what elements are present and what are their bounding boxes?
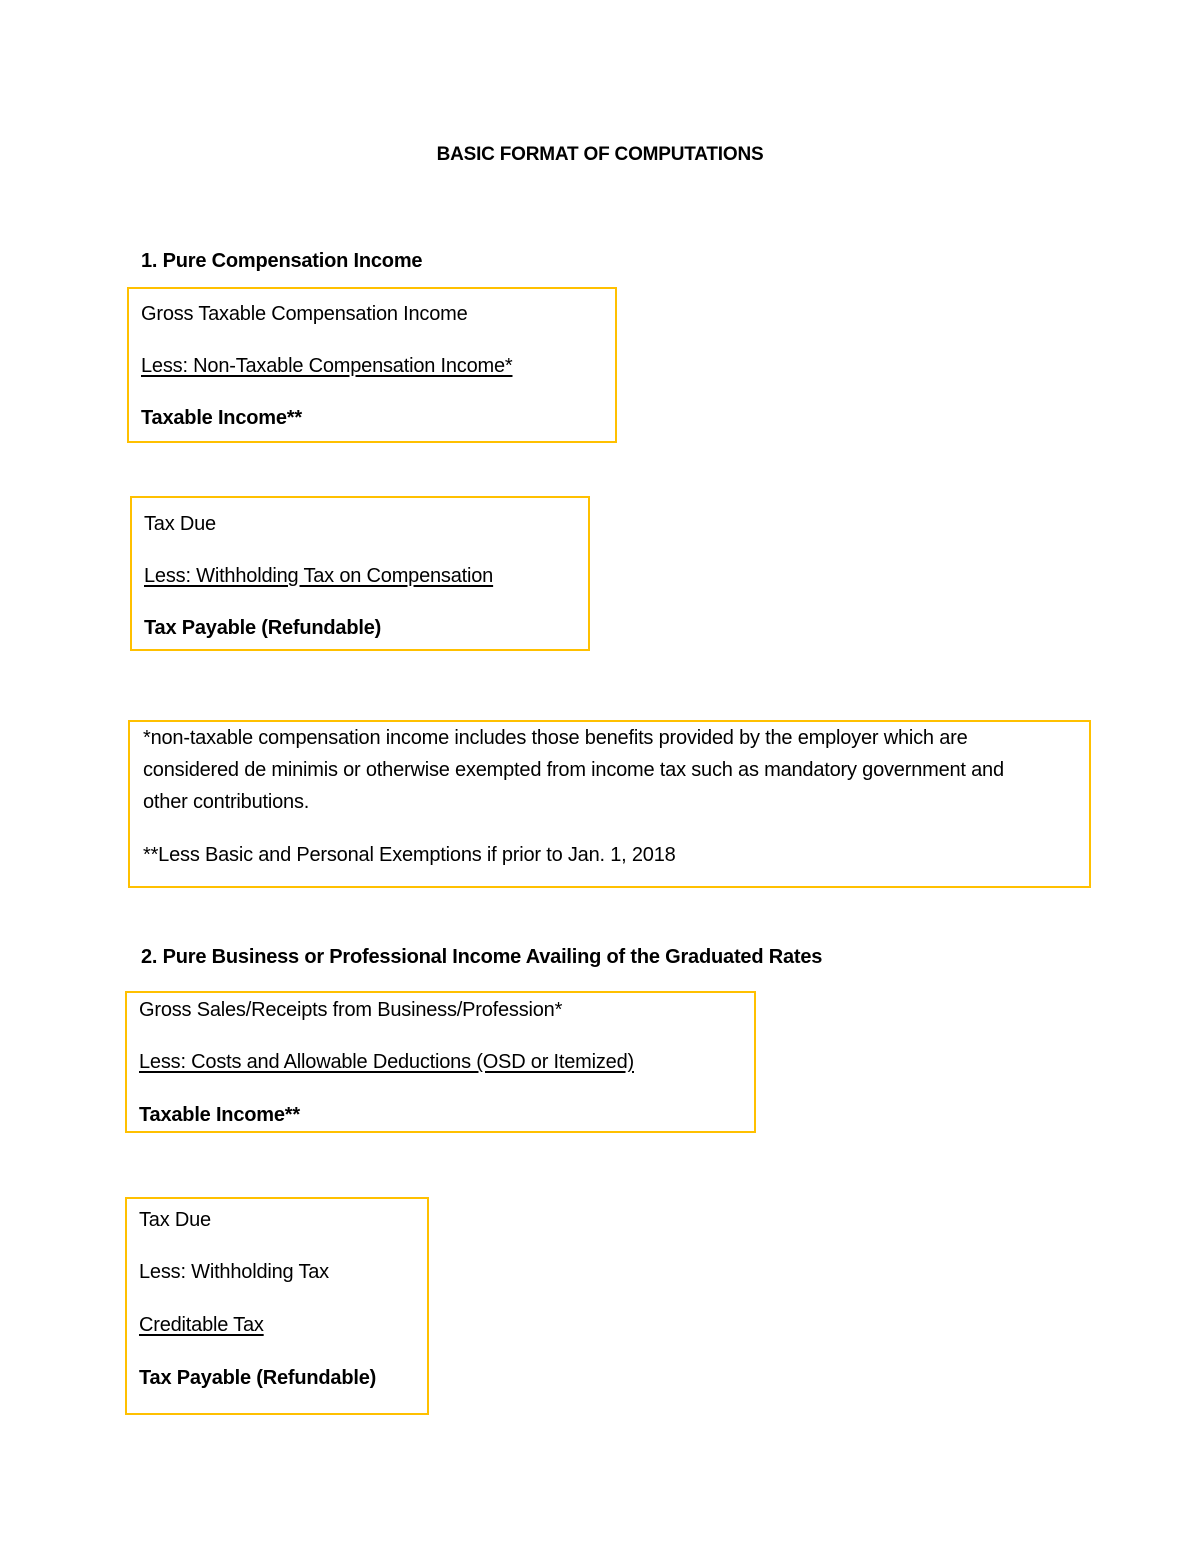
- section-1-heading: 1. Pure Compensation Income: [141, 250, 423, 272]
- compensation-income-box: [127, 287, 617, 443]
- taxable-income-line: Taxable Income**: [139, 1104, 300, 1126]
- page-title: BASIC FORMAT OF COMPUTATIONS: [436, 144, 764, 165]
- creditable-tax-line: Creditable Tax: [139, 1314, 264, 1336]
- compensation-tax-box: [130, 496, 590, 651]
- footnotes-box: [128, 720, 1091, 888]
- gross-sales-receipts-line: Gross Sales/Receipts from Business/Profession*: [139, 999, 563, 1021]
- footnote-non-taxable: *non-taxable compensation income includes those benefits provided by the employer which are considered de minimis or otherwise exempted from income tax such as mandatory government and other contributions.: [143, 727, 1004, 813]
- business-tax-box: [125, 1197, 429, 1415]
- less-non-taxable-line: Less: Non-Taxable Compensation Income*: [141, 355, 513, 377]
- footnote-exemptions: **Less Basic and Personal Exemptions if prior to Jan. 1, 2018: [143, 844, 676, 866]
- less-withholding-tax-line: Less: Withholding Tax: [139, 1261, 329, 1283]
- tax-payable-line: Tax Payable (Refundable): [139, 1367, 377, 1389]
- section-2-heading: 2. Pure Business or Professional Income Availing of the Graduated Rates: [141, 946, 823, 968]
- taxable-income-line: Taxable Income**: [141, 407, 302, 429]
- gross-taxable-compensation-line: Gross Taxable Compensation Income: [141, 303, 468, 325]
- tax-due-line: Tax Due: [144, 513, 216, 535]
- less-costs-deductions-line: Less: Costs and Allowable Deductions (OSD or Itemized): [139, 1051, 634, 1073]
- tax-due-line: Tax Due: [139, 1209, 211, 1231]
- tax-payable-line: Tax Payable (Refundable): [144, 617, 382, 639]
- less-withholding-tax-compensation-line: Less: Withholding Tax on Compensation: [144, 565, 494, 587]
- business-income-box: [125, 991, 756, 1133]
